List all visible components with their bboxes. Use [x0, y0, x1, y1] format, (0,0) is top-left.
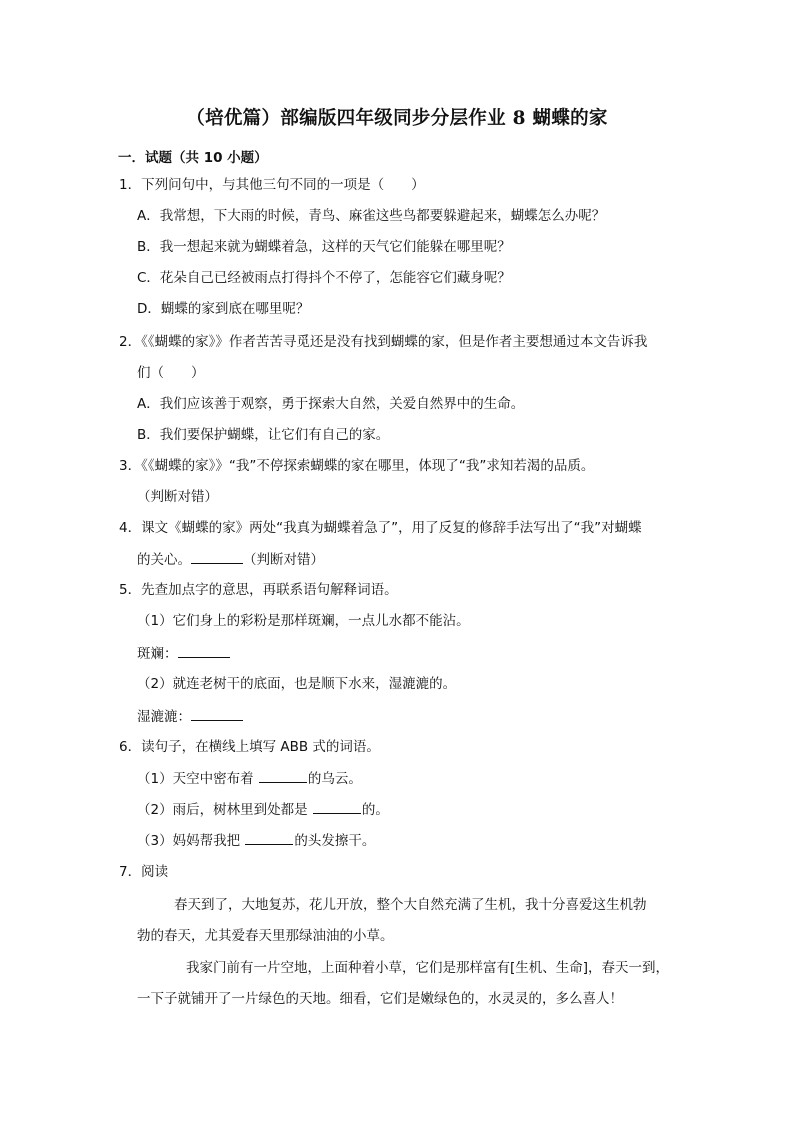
question-6-s1-pre: （1）天空中密布着	[137, 771, 254, 787]
question-4-line1: 4．课文《蝴蝶的家》两处“我真为蝴蝶着急了”，用了反复的修辞手法写出了“我”对蝴蝶	[119, 520, 642, 536]
question-6-s1-post: 的乌云。	[307, 771, 362, 787]
reading-paragraph-2-line2: 一下子就铺开了一片绿色的天地。细看，它们是嫩绿色的，水灵灵的，多么喜人！	[137, 991, 623, 1007]
question-6-s2-post: 的。	[361, 802, 389, 818]
question-4-line2	[137, 551, 324, 568]
section-heading: 一．试题（共 10 小题）	[118, 150, 268, 166]
question-6-s3-pre: （3）妈妈帮我把	[137, 833, 241, 849]
question-5-word-2-label: 湿漉漉：	[137, 709, 191, 725]
question-6-s2-pre: （2）雨后，树林里到处都是	[137, 802, 308, 818]
question-2-option-b[interactable]: B．我们要保护蝴蝶，让它们有自己的家。	[137, 427, 390, 443]
question-6-sentence-1	[137, 770, 362, 787]
question-4-line2-prefix: 的关心。	[137, 552, 191, 568]
question-7-stem: 7．阅读	[119, 864, 169, 880]
question-5-word-2	[137, 708, 243, 725]
question-5-stem: 5．先查加点字的意思，再联系语句解释词语。	[119, 582, 398, 598]
question-5-sentence-1: （1）它们身上的彩粉是那样斑斓，一点儿水都不能沾。	[137, 613, 470, 629]
question-1-option-a[interactable]: A．我常想，下大雨的时候，青鸟、麻雀这些鸟都要躲避起来，蝴蝶怎么办呢？	[137, 208, 606, 224]
question-6-sentence-3	[137, 832, 375, 849]
question-6-s3-post: 的头发擦干。	[294, 833, 376, 849]
question-6-stem: 6．读句子，在横线上填写 ABB 式的词语。	[119, 739, 380, 755]
answer-blank[interactable]	[259, 770, 307, 783]
question-4-line2-suffix: （判断对错）	[243, 552, 324, 568]
question-5-word-1-label: 斑斓：	[137, 646, 178, 662]
question-6-sentence-2	[137, 801, 389, 818]
question-1-option-d[interactable]: D．蝴蝶的家到底在哪里呢？	[137, 301, 310, 317]
answer-blank[interactable]	[313, 801, 361, 814]
answer-blank[interactable]	[178, 645, 230, 658]
question-3-line2: （判断对错）	[137, 489, 218, 505]
reading-paragraph-1-line1: 春天到了，大地复苏，花儿开放，整个大自然充满了生机，我十分喜爱这生机勃	[174, 897, 647, 913]
reading-paragraph-2-line1: 我家门前有一片空地，上面种着小草，它们是那样富有[生机、生命]，春天一到，	[186, 960, 670, 976]
question-2-stem-line1: 2．《《蝴蝶的家》》作者苦苦寻觅还是没有找到蝴蝶的家，但是作者主要想通过本文告诉我	[119, 334, 648, 350]
answer-blank[interactable]	[191, 708, 243, 721]
question-1-stem: 1．下列问句中，与其他三句不同的一项是（ ）	[119, 177, 425, 193]
question-2-stem-line2: 们（ ）	[137, 365, 205, 381]
question-1-option-c[interactable]: C．花朵自己已经被雨点打得抖个不停了，怎能容它们藏身呢？	[137, 270, 511, 286]
question-5-word-1	[137, 645, 230, 662]
answer-blank[interactable]	[191, 551, 243, 564]
question-1-option-b[interactable]: B．我一想起来就为蝴蝶着急，这样的天气它们能躲在哪里呢？	[137, 239, 511, 255]
question-5-sentence-2: （2）就连老树干的底面，也是顺下水来，湿漉漉的。	[137, 676, 457, 692]
answer-blank[interactable]	[245, 832, 293, 845]
page-title: （培优篇）部编版四年级同步分层作业 8 蝴蝶的家	[186, 108, 608, 129]
question-2-option-a[interactable]: A．我们应该善于观察，勇于探索大自然，关爱自然界中的生命。	[137, 396, 525, 412]
question-3-line1: 3．《《蝴蝶的家》》“我”不停探索蝴蝶的家在哪里，体现了“我”求知若渴的品质。	[119, 458, 595, 474]
reading-paragraph-1-line2: 勃的春天，尤其爱春天里那绿油油的小草。	[137, 928, 394, 944]
